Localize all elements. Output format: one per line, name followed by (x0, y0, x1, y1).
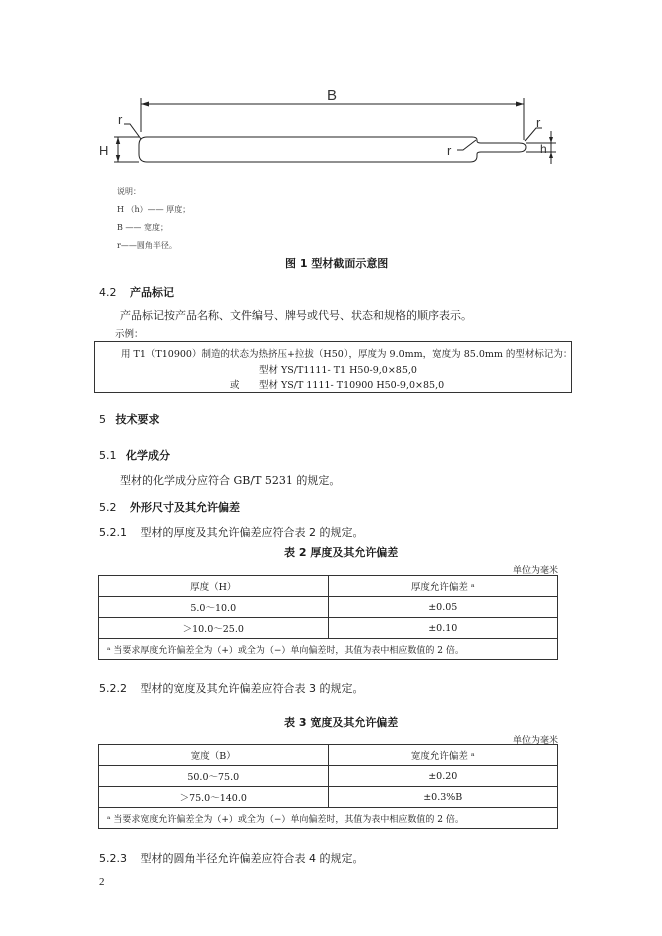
figure-legend (117, 185, 190, 252)
table-header-row (99, 745, 558, 766)
section-4-2-body: 产品标记按产品名称、文件编号、牌号或代号、状态和规格的顺序表示。 (120, 309, 472, 322)
table-cell: 50.0～75.0 (99, 766, 329, 787)
section-title: 产品标记 (130, 286, 174, 299)
table-header-cell: 厚度（H） (99, 576, 329, 597)
legend-item-thickness: H （h）—— 厚度； (117, 205, 191, 214)
section-5-heading (99, 411, 160, 427)
section-number: 5.2.2 (99, 682, 127, 695)
section-5-1-heading (99, 447, 170, 463)
section-title: 技术要求 (115, 413, 160, 426)
label-b: B (327, 87, 338, 104)
table-header-cell: 宽度允许偏差 ᵃ (328, 745, 558, 766)
table-cell: ＞75.0～140.0 (99, 787, 329, 808)
table-cell: ±0.20 (328, 766, 558, 787)
section-number: 5.2 (99, 501, 117, 514)
label-h-lower: h (540, 142, 547, 156)
table-row (99, 787, 558, 808)
label-r-right: r (536, 115, 541, 130)
table3-caption: 表 3 宽度及其允许偏差 (284, 716, 399, 729)
legend-item-width: B —— 宽度； (117, 223, 168, 232)
section-body: 型材的厚度及其允许偏差应符合表 2 的规定。 (140, 526, 364, 539)
table-header-row (99, 576, 558, 597)
table2-unit: 单位为毫米 (513, 566, 559, 576)
example-line-3: 型材 YS/T 1111- T10900 H50-9,0×85,0 (259, 380, 445, 391)
radius-leader-mid (457, 140, 476, 150)
legend-title: 说明： (117, 187, 141, 196)
label-r-mid: r (447, 143, 452, 158)
section-5-1-body: 型材的化学成分应符合 GB/T 5231 的规定。 (120, 474, 341, 487)
table3 (98, 744, 558, 829)
label-h-upper: H (99, 143, 109, 158)
table-row (99, 597, 558, 618)
section-5-2-heading (99, 499, 240, 515)
table2 (98, 575, 558, 660)
example-box (94, 341, 572, 393)
section-title: 化学成分 (126, 449, 170, 462)
example-line-2: 型材 YS/T1111- T1 H50-9,0×85,0 (259, 365, 417, 376)
section-4-2-heading (99, 284, 174, 300)
section-number: 5.2.3 (99, 852, 127, 865)
table3-unit: 单位为毫米 (513, 736, 559, 746)
section-number: 5.2.1 (99, 526, 127, 539)
section-body: 型材的宽度及其允许偏差应符合表 3 的规定。 (140, 682, 364, 695)
profile-outline (139, 137, 526, 162)
table-row (99, 618, 558, 639)
table-note: ᵃ 当要求厚度允许偏差全为（+）或全为（−）单向偏差时，其值为表中相应数值的 2 倍。 (99, 639, 558, 660)
table-row (99, 766, 558, 787)
label-r-left: r (118, 112, 123, 127)
page-number: 2 (99, 876, 105, 888)
example-or: 或 (230, 380, 240, 391)
legend-item-radius: r——圆角半径。 (117, 241, 177, 250)
table-note-row (99, 808, 558, 829)
section-5-2-1 (99, 524, 364, 540)
table-cell: ±0.10 (328, 618, 558, 639)
table-cell: 5.0～10.0 (99, 597, 329, 618)
table2-caption: 表 2 厚度及其允许偏差 (284, 546, 399, 559)
section-5-2-2 (99, 680, 364, 696)
section-number: 5.1 (99, 449, 117, 462)
profile-cross-section-figure (0, 0, 662, 200)
table-note-row (99, 639, 558, 660)
table-cell: ＞10.0～25.0 (99, 618, 329, 639)
figure-caption: 图 1 型材截面示意图 (285, 257, 389, 270)
table-header-cell: 厚度允许偏差 ᵃ (328, 576, 558, 597)
table-cell: ±0.3%B (328, 787, 558, 808)
section-5-2-3 (99, 850, 364, 866)
section-title: 外形尺寸及其允许偏差 (130, 501, 240, 514)
section-number: 5 (99, 413, 106, 426)
table-header-cell: 宽度（B） (99, 745, 329, 766)
table-cell: ±0.05 (328, 597, 558, 618)
section-body: 型材的圆角半径允许偏差应符合表 4 的规定。 (140, 852, 364, 865)
table-note: ᵃ 当要求宽度允许偏差全为（+）或全为（−）单向偏差时，其值为表中相应数值的 2 倍。 (99, 808, 558, 829)
example-label: 示例： (115, 329, 144, 340)
section-number: 4.2 (99, 286, 117, 299)
example-line-1: 用 T1（T10900）制造的状态为热挤压+拉拔（H50），厚度为 9.0mm，宽度为 85.0mm 的型材标记为： (121, 349, 573, 360)
